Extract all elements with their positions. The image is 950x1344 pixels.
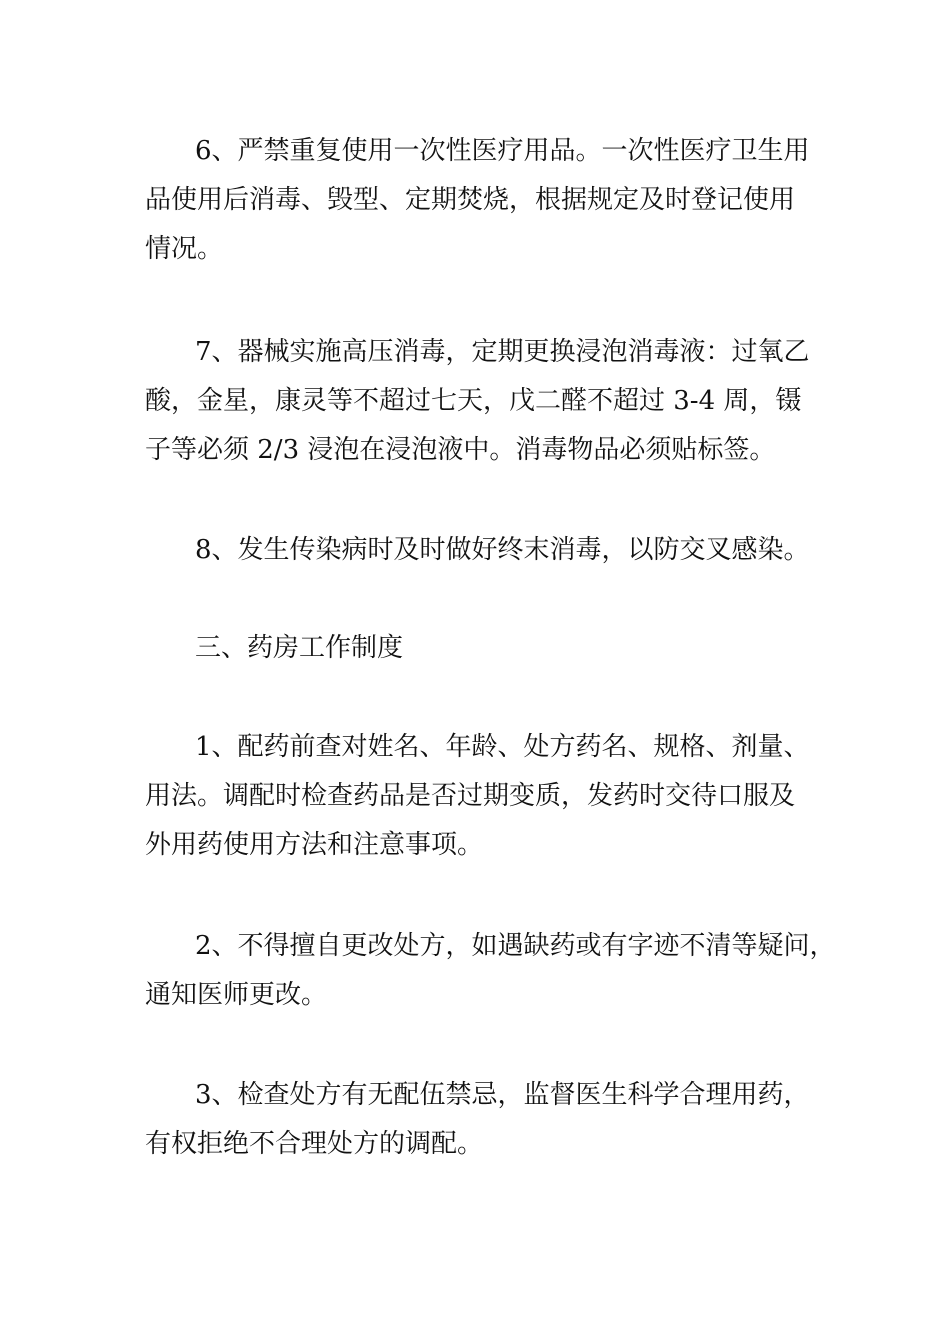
- paragraph-line: 酸，金星，康灵等不超过七天，戊二醛不超过 3-4 周，镊: [145, 386, 802, 416]
- paragraph-line: 外用药使用方法和注意事项。: [145, 830, 484, 860]
- paragraph-prescription-change: [145, 922, 836, 1020]
- paragraph-line: 7、器械实施高压消毒，定期更换浸泡消毒液：过氧乙: [195, 337, 810, 367]
- paragraph-contraindication-check: [145, 1071, 817, 1169]
- paragraph-line: 1、配药前查对姓名、年龄、处方药名、规格、剂量、: [195, 732, 810, 762]
- paragraph-line: 8、发生传染病时及时做好终末消毒，以防交叉感染。: [195, 535, 810, 565]
- section-heading-pharmacy: [145, 624, 817, 673]
- paragraph-line: 3、检查处方有无配伍禁忌，监督医生科学合理用药，: [195, 1080, 810, 1110]
- paragraph-instrument-sterilization: [145, 328, 817, 475]
- paragraph-line: 子等必须 2/3 浸泡在浸泡液中。消毒物品必须贴标签。: [145, 435, 776, 465]
- paragraph-dispensing-check: [145, 723, 817, 870]
- paragraph-infectious-disease: [145, 526, 817, 575]
- paragraph-line: 品使用后消毒、毁型、定期焚烧，根据规定及时登记使用: [145, 185, 796, 215]
- section-heading: 三、药房工作制度: [195, 633, 404, 663]
- paragraph-line: 有权拒绝不合理处方的调配。: [145, 1129, 484, 1159]
- paragraph-line: 2、不得擅自更改处方，如遇缺药或有字迹不清等疑问，: [195, 931, 836, 961]
- paragraph-line: 情况。: [145, 234, 224, 264]
- paragraph-line: 通知医师更改。: [145, 980, 328, 1010]
- paragraph-line: 用法。调配时检查药品是否过期变质，发药时交待口服及: [145, 781, 796, 811]
- paragraph-disposable-supplies: [145, 127, 817, 274]
- paragraph-line: 6、严禁重复使用一次性医疗用品。一次性医疗卫生用: [195, 136, 810, 166]
